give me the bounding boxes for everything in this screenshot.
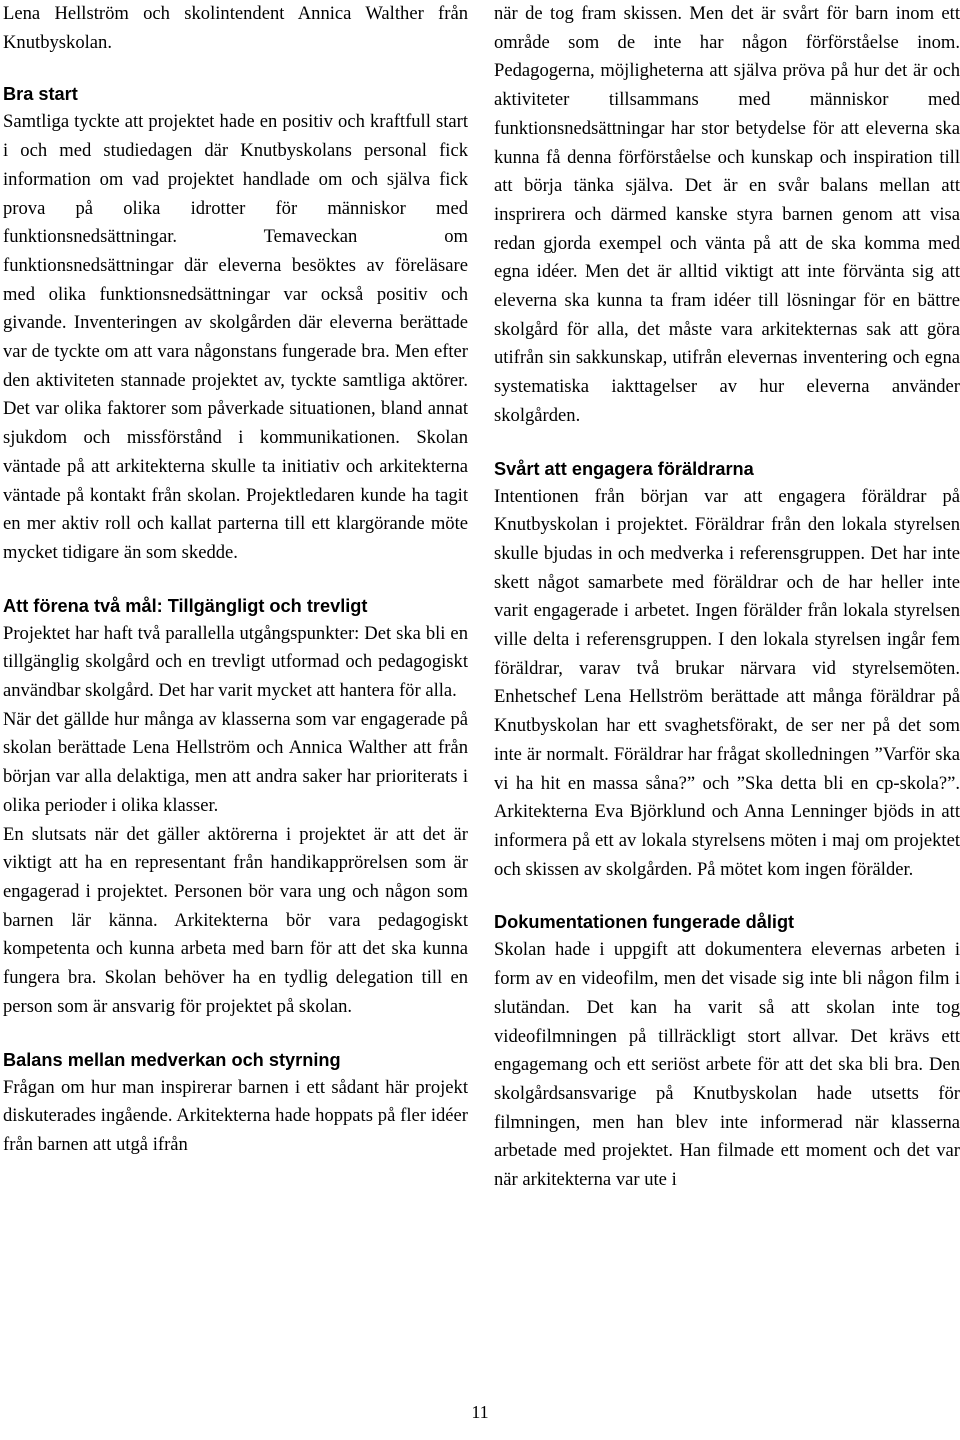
right-column	[494, 0, 960, 1195]
paragraph-tva-mal-2: När det gällde hur många av klasserna som var engagerade på skolan berättade Lena Hellström och Annica Walther att från början var alla delaktiga, men att andra saker har prioriterats i olika perioder i olika klasser.	[3, 708, 468, 816]
paragraph-dokumentation: Skolan hade i uppgift att dokumentera elevernas arbeten i form av en videofilm, men det visade sig inte bli någon film i slutändan. Det kan ha varit så att skolan inte tog videofilmningen på tillräckligt stort allvar. Det krävs ett engagemang och ett seriöst arbete för att det ska bli bra. Den skolgårdsansvarige på Knutbyskolan hade utsetts för filmningen, men han blev inte informerad när klasserna arbetade med projektet. Han filmade ett moment och det var när arkitekterna var ute i	[494, 939, 960, 1191]
paragraph-bra-start: Samtliga tyckte att projektet hade en positiv och kraftfull start i och med studiedagen där Knutbyskolans personal fick information om vad projektet handlade om och själva fick prova på olika idrotter för människor med funktionsnedsättningar. Temaveckan om funktionsnedsättningar där eleverna besöktes av föreläsare med olika funktionsnedsättningar var också positiv och givande. Inventeringen av skolgården där eleverna berättade var de tyckte om att vara någonstans fungerade bra. Men efter den aktiviteten stannade projektet av, tyckte samtliga aktörer. Det var olika faktorer som påverkade situationen, bland annat sjukdom och missförstånd i kommunikationen. Skolan väntade på att arkitekterna skulle ta initiativ och arkitekterna väntade på kontakt från skolan. Projektledaren kunde ha tagit en mer aktiv roll och kallat parterna till ett klargörande möte mycket tidigare än som skedde.	[3, 111, 468, 563]
paragraph-foraldrar: Intentionen från början var att engagera föräldrar på Knutbyskolan i projektet. Föräldrar från den lokala styrelsen skulle bjudas in och medverka i referensgruppen. Det har inte skett något samarbete med föräldrar och de har heller inte varit engagerade i arbetet. Ingen förälder från lokala styrelsen ville delta i referensgruppen. I den lokala styrelsen ingår fem föräldrar, varav två brukar närvara vid styrelsemöten. Enhetschef Lena Hellström berättade att många föräldrar på Knutbyskolan har ett svaghetsförakt, de ser ner på det som inte är normalt. Föräldrar har frågat skolledningen ”Varför ska vi ha hit en massa såna?” och ”Ska detta bli en cp-skola?”. Arkitekterna Eva Björklund och Anna Lenninger bjöds in att informera på ett av lokala styrelsens möten i maj om projektet och skissen av skolgården. På mötet kom ingen förälder.	[494, 485, 960, 880]
heading-dokumentation: Dokumentationen fungerade dåligt	[494, 912, 795, 933]
intro-paragraph: Lena Hellström och skolintendent Annica Walther från Knutbyskolan.	[3, 3, 468, 53]
page-number: 11	[471, 1402, 489, 1422]
left-column	[3, 0, 468, 1160]
heading-balans: Balans mellan medverkan och styrning	[3, 1049, 341, 1070]
heading-tva-mal: Att förena två mål: Tillgängligt och trevligt	[3, 595, 368, 616]
heading-bra-start: Bra start	[3, 84, 78, 105]
heading-foraldrar: Svårt att engagera föräldrarna	[494, 458, 754, 479]
paragraph-tva-mal-3: En slutsats när det gäller aktörerna i projektet är att det är viktigt att ha en representant från handikapprörelsen som är engagerad i projektet. Personen bör vara ung och någon som barnen lär känna. Arkitekterna bör vara pedagogiskt kompetenta och kunna arbeta med barn för att det ska kunna fungera bra. Skolan behöver ha en tydlig delegation till en person som är ansvarig för projektet på skolan.	[3, 823, 468, 1017]
paragraph-tva-mal-1: Projektet har haft två parallella utgångspunkter: Det ska bli en tillgänglig skolgård och en trevligt utformad och pedagogiskt användbar skolgård. Det har varit mycket att hantera för alla.	[3, 622, 468, 702]
paragraph-continued: när de tog fram skissen. Men det är svårt för barn inom ett område som de inte har någon förförståelse inom. Pedagogerna, möjligheterna att själva pröva på hur det är och aktiviteter tillsammans med människor med funktionsnedsättningar har stor betydelse för att eleverna ska kunna få denna förförståelse och kunskap och inspiration till att börja tänka själva. Det är en svår balans mellan att insprirera och därmed kanske styra barnen genom att visa redan gjorda exempel och vänta på att de ska komma med egna idéer. Men det är alltid viktigt att inte förvänta sig att eleverna ska kunna ta fram idéer till lösningar för en bättre skolgård för alla, det måste vara arkitekternas sak att göra utifrån sin sakkunskap, utifrån elevernas inventering och egna systematiska iakttagelser av hur eleverna använder skolgården.	[494, 3, 960, 426]
paragraph-balans: Frågan om hur man inspirerar barnen i ett sådant här projekt diskuterades ingående. Arkitekterna hade hoppats på fler idéer från barnen att utgå ifrån	[3, 1076, 468, 1155]
